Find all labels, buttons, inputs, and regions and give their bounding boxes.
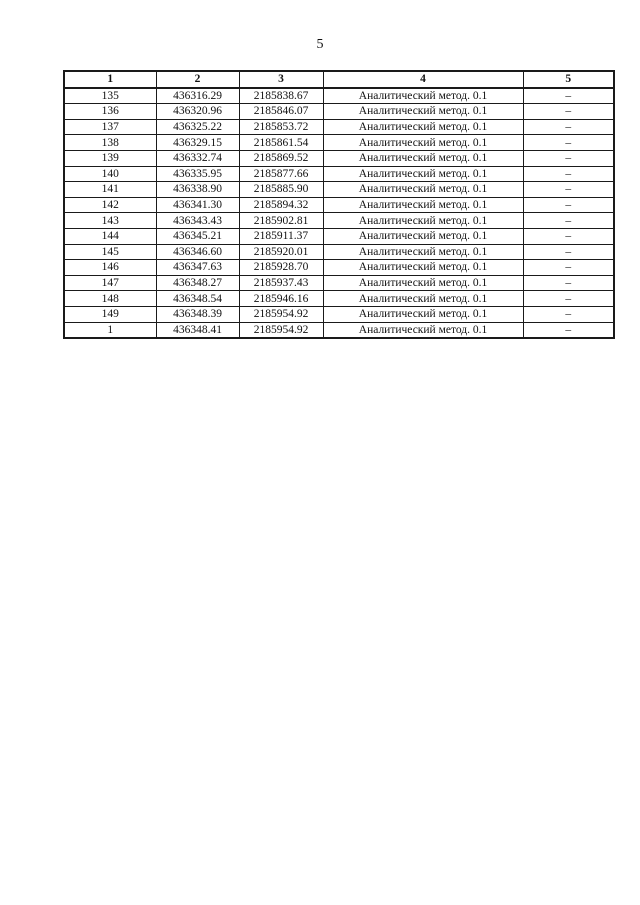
method-cell: Аналитический метод. 0.1 [323, 150, 523, 166]
x-coordinate-cell: 436346.60 [156, 244, 239, 260]
coordinates-table [63, 70, 615, 339]
note-cell: – [523, 88, 614, 104]
method-cell: Аналитический метод. 0.1 [323, 119, 523, 135]
note-cell: – [523, 213, 614, 229]
method-cell: Аналитический метод. 0.1 [323, 306, 523, 322]
x-coordinate-cell: 436348.41 [156, 322, 239, 338]
point-number-cell: 146 [64, 260, 156, 276]
note-cell: – [523, 244, 614, 260]
x-coordinate-cell: 436325.22 [156, 119, 239, 135]
x-coordinate-cell: 436347.63 [156, 260, 239, 276]
point-number-cell: 136 [64, 104, 156, 120]
table-row [64, 306, 614, 322]
note-cell: – [523, 197, 614, 213]
point-number-cell: 144 [64, 228, 156, 244]
x-coordinate-cell: 436329.15 [156, 135, 239, 151]
page-number: 5 [316, 37, 324, 52]
table-row [64, 150, 614, 166]
header-cell: 3 [239, 71, 323, 88]
note-cell: – [523, 291, 614, 307]
point-number-cell: 141 [64, 182, 156, 198]
y-coordinate-cell: 2185869.52 [239, 150, 323, 166]
y-coordinate-cell: 2185846.07 [239, 104, 323, 120]
y-coordinate-cell: 2185894.32 [239, 197, 323, 213]
x-coordinate-cell: 436316.29 [156, 88, 239, 104]
x-coordinate-cell: 436348.54 [156, 291, 239, 307]
point-number-cell: 143 [64, 213, 156, 229]
x-coordinate-cell: 436320.96 [156, 104, 239, 120]
method-cell: Аналитический метод. 0.1 [323, 197, 523, 213]
note-cell: – [523, 306, 614, 322]
method-cell: Аналитический метод. 0.1 [323, 104, 523, 120]
header-row [64, 71, 614, 88]
note-cell: – [523, 260, 614, 276]
x-coordinate-cell: 436335.95 [156, 166, 239, 182]
y-coordinate-cell: 2185853.72 [239, 119, 323, 135]
table-row [64, 166, 614, 182]
table-row [64, 291, 614, 307]
x-coordinate-cell: 436343.43 [156, 213, 239, 229]
method-cell: Аналитический метод. 0.1 [323, 260, 523, 276]
table-row [64, 104, 614, 120]
point-number-cell: 145 [64, 244, 156, 260]
method-cell: Аналитический метод. 0.1 [323, 275, 523, 291]
y-coordinate-cell: 2185838.67 [239, 88, 323, 104]
note-cell: – [523, 150, 614, 166]
x-coordinate-cell: 436348.27 [156, 275, 239, 291]
x-coordinate-cell: 436341.30 [156, 197, 239, 213]
method-cell: Аналитический метод. 0.1 [323, 213, 523, 229]
y-coordinate-cell: 2185954.92 [239, 306, 323, 322]
point-number-cell: 137 [64, 119, 156, 135]
header-cell: 5 [523, 71, 614, 88]
method-cell: Аналитический метод. 0.1 [323, 228, 523, 244]
point-number-cell: 149 [64, 306, 156, 322]
point-number-cell: 139 [64, 150, 156, 166]
table-row [64, 197, 614, 213]
table-row [64, 88, 614, 104]
note-cell: – [523, 275, 614, 291]
table-row [64, 213, 614, 229]
note-cell: – [523, 322, 614, 338]
x-coordinate-cell: 436348.39 [156, 306, 239, 322]
table-header [64, 71, 614, 88]
y-coordinate-cell: 2185861.54 [239, 135, 323, 151]
method-cell: Аналитический метод. 0.1 [323, 322, 523, 338]
note-cell: – [523, 119, 614, 135]
y-coordinate-cell: 2185928.70 [239, 260, 323, 276]
y-coordinate-cell: 2185911.37 [239, 228, 323, 244]
point-number-cell: 147 [64, 275, 156, 291]
note-cell: – [523, 135, 614, 151]
method-cell: Аналитический метод. 0.1 [323, 135, 523, 151]
x-coordinate-cell: 436332.74 [156, 150, 239, 166]
point-number-cell: 140 [64, 166, 156, 182]
method-cell: Аналитический метод. 0.1 [323, 166, 523, 182]
table-row [64, 244, 614, 260]
point-number-cell: 138 [64, 135, 156, 151]
y-coordinate-cell: 2185920.01 [239, 244, 323, 260]
note-cell: – [523, 182, 614, 198]
note-cell: – [523, 228, 614, 244]
header-cell: 4 [323, 71, 523, 88]
table-row [64, 119, 614, 135]
table-row [64, 228, 614, 244]
y-coordinate-cell: 2185877.66 [239, 166, 323, 182]
header-cell: 2 [156, 71, 239, 88]
y-coordinate-cell: 2185954.92 [239, 322, 323, 338]
note-cell: – [523, 166, 614, 182]
x-coordinate-cell: 436345.21 [156, 228, 239, 244]
point-number-cell: 135 [64, 88, 156, 104]
table-row [64, 135, 614, 151]
table-row [64, 322, 614, 338]
table-row [64, 275, 614, 291]
point-number-cell: 142 [64, 197, 156, 213]
table-body [64, 88, 614, 339]
method-cell: Аналитический метод. 0.1 [323, 244, 523, 260]
y-coordinate-cell: 2185902.81 [239, 213, 323, 229]
point-number-cell: 1 [64, 322, 156, 338]
method-cell: Аналитический метод. 0.1 [323, 88, 523, 104]
y-coordinate-cell: 2185946.16 [239, 291, 323, 307]
y-coordinate-cell: 2185885.90 [239, 182, 323, 198]
point-number-cell: 148 [64, 291, 156, 307]
table-row [64, 182, 614, 198]
x-coordinate-cell: 436338.90 [156, 182, 239, 198]
table-row [64, 260, 614, 276]
y-coordinate-cell: 2185937.43 [239, 275, 323, 291]
note-cell: – [523, 104, 614, 120]
method-cell: Аналитический метод. 0.1 [323, 182, 523, 198]
method-cell: Аналитический метод. 0.1 [323, 291, 523, 307]
header-cell: 1 [64, 71, 156, 88]
